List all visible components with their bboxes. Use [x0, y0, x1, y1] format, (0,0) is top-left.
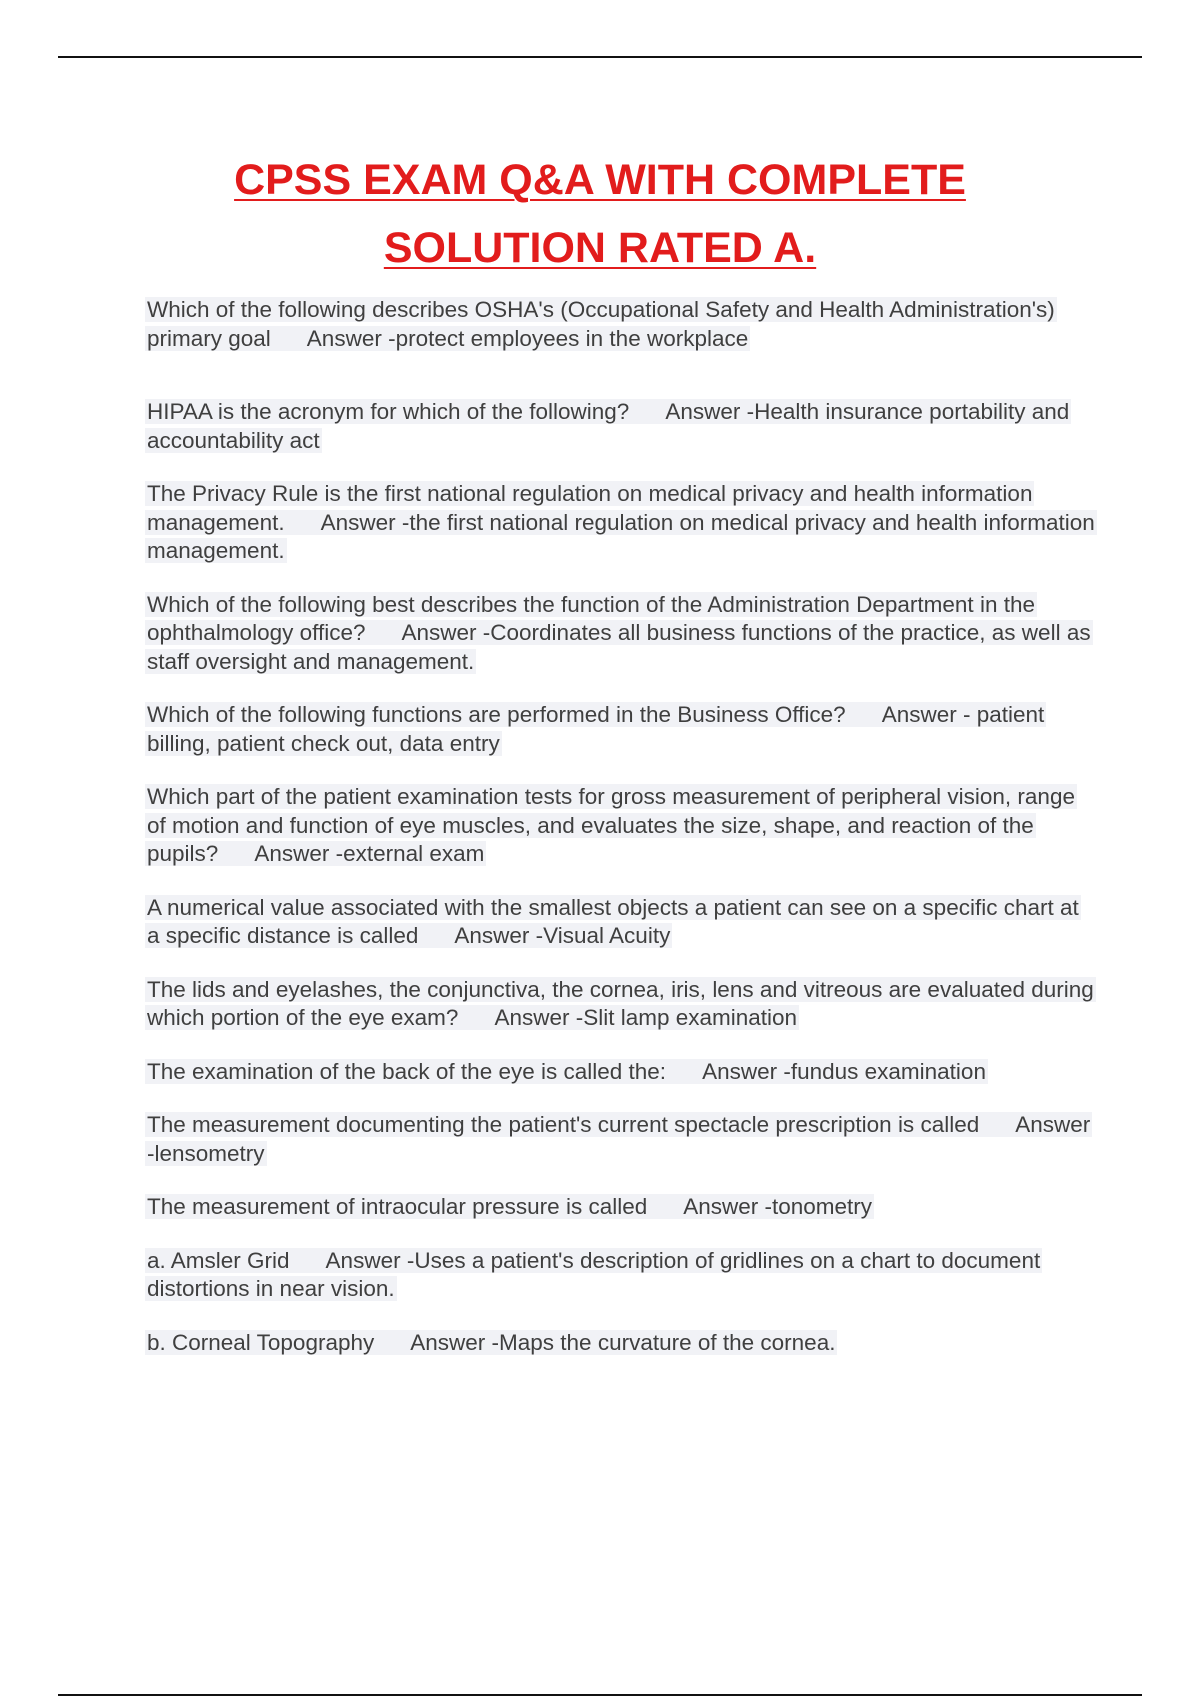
question-7: A numerical value associated with the smallest objects a patient can see on a specific chart at a specific distance is called — [147, 894, 1079, 948]
qa-item-4 — [145, 591, 1095, 677]
answer-10: Answer -lensometry — [147, 1112, 1091, 1166]
answer-3: Answer -the first national regulation on medical privacy and health information management. — [147, 509, 1095, 563]
qa-item-10 — [145, 1111, 1095, 1168]
question-11: The measurement of intraocular pressure is called — [147, 1194, 648, 1219]
title-line-2: SOLUTION RATED A. — [383, 224, 817, 272]
answer-11: Answer -tonometry — [683, 1194, 873, 1219]
qa-item-5 — [145, 701, 1095, 758]
answer-5: Answer - patient billing, patient check out, data entry — [147, 702, 1045, 756]
qa-item-1 — [145, 296, 1095, 353]
qa-item-13 — [145, 1329, 1095, 1358]
question-13: b. Corneal Topography — [147, 1329, 375, 1355]
top-rule — [58, 56, 1142, 58]
answer-12: Answer -Uses a patient's description of gridlines on a chart to document distortions in near vision. — [147, 1247, 1041, 1301]
document-title — [0, 146, 1200, 282]
answer-2: Answer -Health insurance portability and accountability act — [147, 399, 1070, 453]
qa-item-8 — [145, 976, 1095, 1033]
answer-13: Answer -Maps the curvature of the cornea. — [410, 1329, 836, 1355]
qa-list — [145, 296, 1095, 1357]
answer-6: Answer -external exam — [254, 841, 485, 866]
qa-item-12 — [145, 1247, 1095, 1304]
question-5: Which of the following functions are performed in the Business Office? — [147, 702, 846, 727]
title-line-1: CPSS EXAM Q&A WITH COMPLETE — [234, 156, 966, 204]
qa-item-9 — [145, 1058, 1095, 1087]
qa-item-6 — [145, 783, 1095, 869]
answer-9: Answer -fundus examination — [702, 1058, 986, 1084]
qa-item-7 — [145, 894, 1095, 951]
question-9: The examination of the back of the eye is called the: — [147, 1058, 667, 1084]
qa-item-2 — [145, 398, 1095, 455]
qa-item-11 — [145, 1193, 1095, 1222]
question-8: The lids and eyelashes, the conjunctiva, the cornea, iris, lens and vitreous are evaluated during which portion of the eye exam? — [147, 976, 1094, 1030]
question-1: Which of the following describes OSHA's (Occupational Safety and Health Administration's) primary goal — [147, 297, 1055, 351]
answer-8: Answer -Slit lamp examination — [494, 1005, 798, 1030]
bottom-rule — [58, 1694, 1142, 1696]
question-4: Which of the following best describes the function of the Administration Department in the ophthalmology office? — [147, 591, 1035, 645]
question-3: The Privacy Rule is the first national regulation on medical privacy and health information management. — [147, 481, 1033, 535]
question-6: Which part of the patient examination tests for gross measurement of peripheral vision, range of motion and function of eye muscles, and evaluates the size, shape, and reaction of the pupils? — [147, 784, 1075, 866]
answer-4: Answer -Coordinates all business functions of the practice, as well as staff oversight and management. — [147, 620, 1091, 674]
question-12: a. Amsler Grid — [147, 1247, 290, 1273]
qa-item-3 — [145, 480, 1095, 566]
answer-1: Answer -protect employees in the workplace — [306, 325, 749, 351]
question-2: HIPAA is the acronym for which of the following? — [147, 399, 630, 424]
answer-7: Answer -Visual Acuity — [454, 923, 671, 948]
question-10: The measurement documenting the patient's current spectacle prescription is called — [147, 1112, 980, 1137]
